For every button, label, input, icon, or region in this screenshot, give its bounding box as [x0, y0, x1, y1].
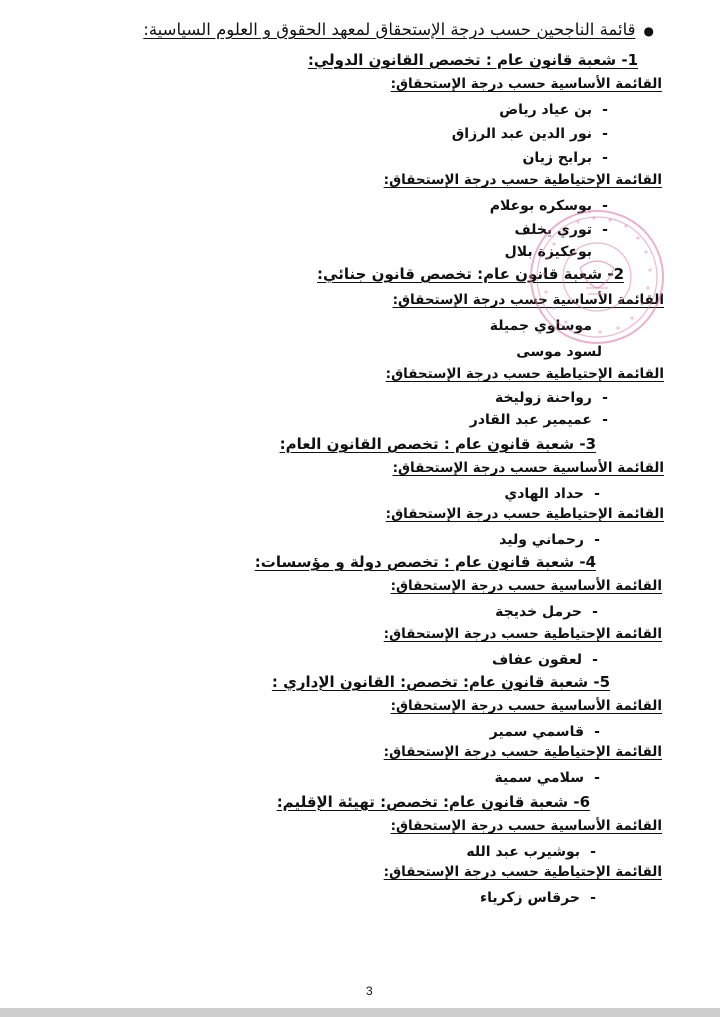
main-list-label-2: القائمة الأساسية حسب درجة الإستحقاق: — [392, 292, 664, 308]
main-list-label-6: القائمة الأساسية حسب درجة الإستحقاق: — [390, 818, 662, 834]
reserve-list-label-1: القائمة الإحتياطية حسب درجة الإستحقاق: — [383, 172, 662, 188]
reserve-list-label-3: القائمة الإحتياطية حسب درجة الإستحقاق: — [385, 506, 664, 522]
list-item: -نور الدين عبد الرزاق — [451, 126, 608, 142]
list-item: -رحماني وليد — [499, 532, 600, 548]
section-heading-6: 6- شعبة قانون عام: تخصص: تهيئة الإقليم: — [276, 793, 590, 811]
list-item: -بوسكره بوعلام — [489, 198, 608, 214]
list-item: لسود موسى — [516, 344, 602, 360]
section-heading-1: 1- شعبة قانون عام : تخصص القانون الدولي: — [307, 51, 638, 69]
list-item: -سلامي سمية — [494, 770, 600, 786]
list-item: بوعكيزة بلال — [504, 244, 592, 260]
bottom-edge — [0, 1008, 720, 1017]
main-list-label-1: القائمة الأساسية حسب درجة الإستحقاق: — [390, 76, 662, 92]
page-number: 3 — [366, 984, 373, 998]
reserve-list-label-2: القائمة الإحتياطية حسب درجة الإستحقاق: — [385, 366, 664, 382]
document-title — [143, 20, 654, 41]
section-heading-3: 3- شعبة قانون عام : تخصص القانون العام: — [279, 435, 596, 453]
reserve-list-label-6: القائمة الإحتياطية حسب درجة الإستحقاق: — [383, 864, 662, 880]
list-item: -بوشيرب عبد الله — [466, 844, 596, 860]
section-heading-4: 4- شعبة قانون عام : تخصص دولة و مؤسسات: — [254, 553, 596, 571]
title-text: قائمة الناجحين حسب درجة الإستحقاق لمعهد الحقوق و العلوم السياسية: — [143, 20, 636, 39]
reserve-list-label-5: القائمة الإحتياطية حسب درجة الإستحقاق: — [383, 744, 662, 760]
list-item: -لعقون عفاف — [492, 652, 598, 668]
list-item: موساوي جميلة — [489, 318, 592, 334]
list-item: -قاسمي سمير — [489, 724, 600, 740]
main-list-label-3: القائمة الأساسية حسب درجة الإستحقاق: — [392, 460, 664, 476]
main-list-label-5: القائمة الأساسية حسب درجة الإستحقاق: — [390, 698, 662, 714]
official-stamp-icon — [528, 208, 666, 346]
reserve-list-label-4: القائمة الإحتياطية حسب درجة الإستحقاق: — [383, 626, 662, 642]
list-item: -بن عياد رياض — [499, 102, 608, 118]
list-item: -حرقاس زكرياء — [480, 890, 596, 906]
list-item: -حرمل خديجة — [495, 604, 598, 620]
list-item: -توري يخلف — [514, 222, 608, 238]
list-item: -عميمير عبد القادر — [469, 412, 608, 428]
list-item: -حداد الهادي — [504, 486, 600, 502]
section-heading-2: 2- شعبة قانون عام: تخصص قانون جنائي: — [317, 265, 624, 283]
main-list-label-4: القائمة الأساسية حسب درجة الإستحقاق: — [390, 578, 662, 594]
bullet-icon: ● — [643, 24, 654, 38]
list-item: -رواحنة زوليخة — [494, 390, 608, 406]
section-heading-5: 5- شعبة قانون عام: تخصص: القانون الإداري : — [271, 673, 610, 691]
list-item: -برابح زيان — [522, 150, 608, 166]
